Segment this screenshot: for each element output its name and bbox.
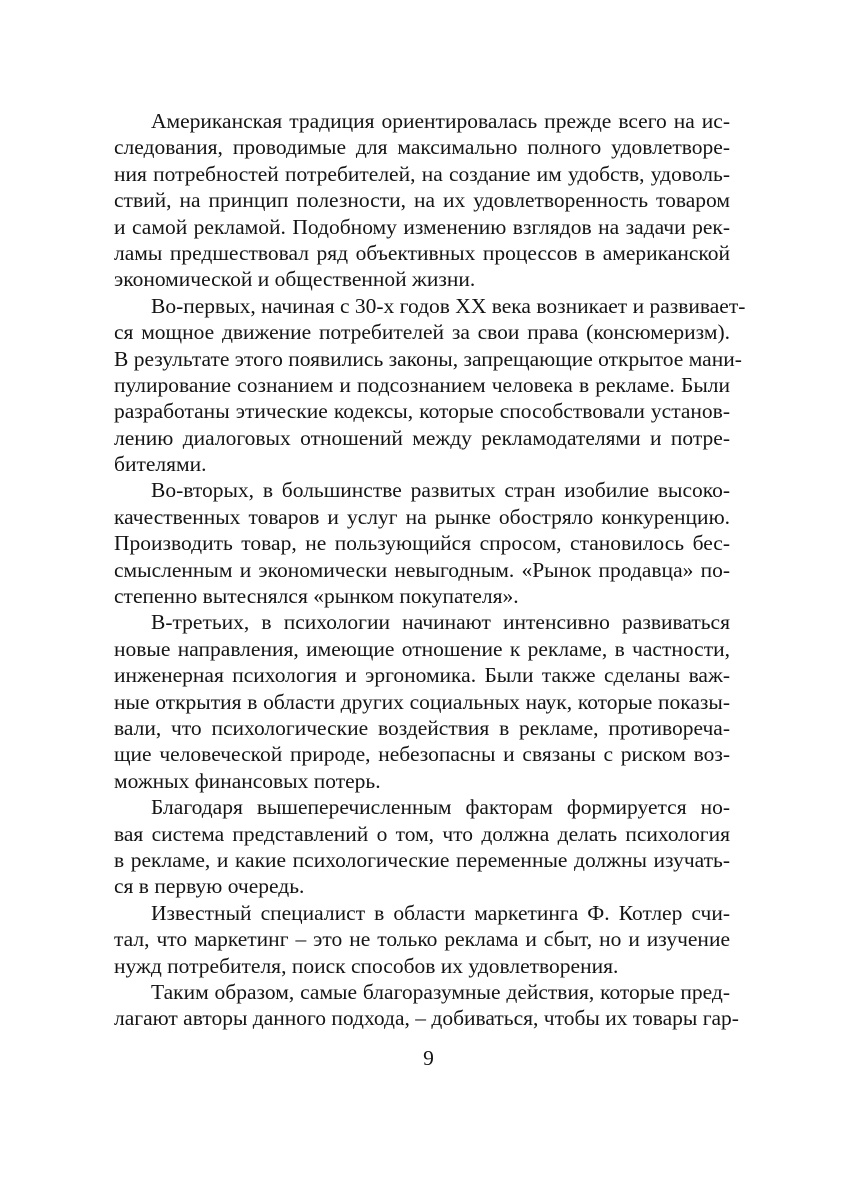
- text-line: Благодаря вышеперечисленным факторам формируется но-: [151, 795, 730, 820]
- paragraph: [114, 609, 730, 794]
- text-line: ные открытия в области других социальных наук, которые показы-: [114, 689, 730, 714]
- paragraph: [114, 794, 730, 900]
- text-line: лагают авторы данного подхода, – добиваться, чтобы их товары гар-: [114, 1006, 739, 1031]
- text-line: разработаны этические кодексы, которые способствовали установ-: [114, 399, 730, 424]
- text-line: новые направления, имеющие отношение к рекламе, в частности,: [114, 636, 730, 661]
- page-number: 9: [423, 1046, 434, 1070]
- text-line: ся в первую очередь.: [114, 874, 305, 899]
- paragraph: [114, 477, 730, 609]
- text-line: Во-первых, начиная с 30-х годов XX века возникает и развивает-: [151, 293, 746, 318]
- text-line: лению диалоговых отношений между рекламодателями и потре-: [114, 425, 730, 450]
- text-line: экономической и общественной жизни.: [114, 267, 476, 292]
- text-line: вали, что психологические воздействия в рекламе, противореча-: [114, 715, 730, 740]
- text-line: вая система представлений о том, что должна делать психология: [114, 821, 730, 846]
- paragraph: [114, 900, 730, 979]
- body-text: [114, 108, 746, 1032]
- text-line: нужд потребителя, поиск способов их удовлетворения.: [114, 953, 619, 978]
- text-line: Производить товар, не пользующийся спросом, становилось бес-: [114, 531, 730, 556]
- text-line: ния потребностей потребителей, на создание им удобств, удоволь-: [114, 161, 730, 186]
- text-line: и самой рекламой. Подобному изменению взглядов на задачи рек-: [114, 214, 730, 239]
- text-line: степенно вытеснялся «рынком покупателя».: [114, 584, 519, 609]
- text-line: ламы предшествовал ряд объективных процессов в американской: [114, 240, 730, 265]
- text-line: В-третьих, в психологии начинают интенсивно развиваться: [151, 610, 730, 635]
- text-line: ствий, на принцип полезности, на их удовлетворенность товаром: [114, 188, 730, 213]
- text-line: тал, что маркетинг – это не только реклама и сбыт, но и изучение: [114, 927, 730, 952]
- text-line: качественных товаров и услуг на рынке обостряло конкуренцию.: [114, 504, 730, 529]
- text-line: В результате этого появились законы, запрещающие открытое мани-: [114, 346, 742, 371]
- text-line: Известный специалист в области маркетинга Ф. Котлер счи-: [151, 900, 730, 925]
- text-line: бителями.: [114, 452, 207, 477]
- text-line: щие человеческой природе, небезопасны и связаны с риском воз-: [114, 742, 730, 767]
- paragraph: [114, 108, 730, 293]
- text-line: Во-вторых, в большинстве развитых стран изобилие высоко-: [151, 478, 730, 503]
- text-line: ся мощное движение потребителей за свои права (консюмеризм).: [114, 320, 730, 345]
- text-line: Американская традиция ориентировалась прежде всего на ис-: [151, 109, 730, 133]
- paragraph: [114, 293, 746, 478]
- text-line: можных финансовых потерь.: [114, 768, 381, 793]
- paragraph: [114, 979, 739, 1032]
- text-line: в рекламе, и какие психологические переменные должны изучать-: [114, 847, 730, 872]
- text-line: пулирование сознанием и подсознанием человека в рекламе. Были: [114, 372, 730, 397]
- text-line: инженерная психология и эргономика. Были также сделаны важ-: [114, 663, 730, 688]
- text-line: следования, проводимые для максимально полного удовлетворе-: [114, 135, 730, 160]
- text-line: смысленным и экономически невыгодным. «Рынок продавца» по-: [114, 557, 730, 582]
- text-line: Таким образом, самые благоразумные действия, которые пред-: [151, 979, 730, 1004]
